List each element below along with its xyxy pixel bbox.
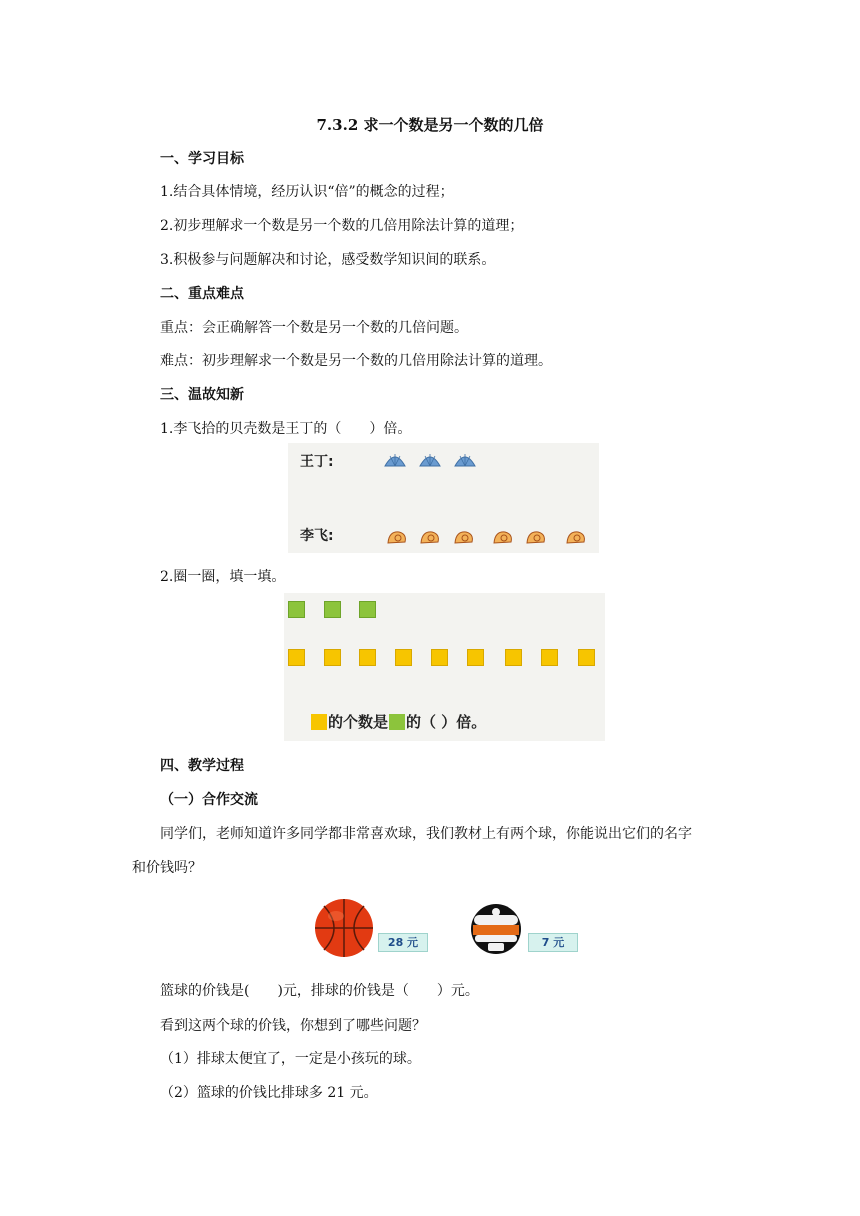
conch-shell-icon xyxy=(525,529,547,545)
section2-heading: 二、重点难点 xyxy=(160,286,244,302)
yellow-square xyxy=(324,649,341,666)
yellow-square xyxy=(431,649,448,666)
shell-figure xyxy=(288,443,599,553)
yellow-square xyxy=(541,649,558,666)
fill-in-prices: 篮球的价钱是( )元，排球的价钱是（ ）元。 xyxy=(160,983,479,999)
label-wangding: 王丁: xyxy=(300,454,334,470)
answer-1: （1）排球太便宜了，一定是小孩玩的球。 xyxy=(160,1051,421,1067)
conch-shell-icon xyxy=(453,529,475,545)
yellow-square xyxy=(288,649,305,666)
volleyball-price-tag: 7 元 xyxy=(528,933,578,952)
square-figure xyxy=(284,593,605,741)
objective-3: 3.积极参与问题解决和讨论，感受数学知识间的联系。 xyxy=(160,252,496,268)
green-square xyxy=(359,601,376,618)
yellow-square xyxy=(578,649,595,666)
yellow-square xyxy=(395,649,412,666)
square-sentence xyxy=(310,711,486,732)
conch-shell-icon xyxy=(565,529,587,545)
subsection-heading: （一）合作交流 xyxy=(160,792,258,808)
blue-shell-icon xyxy=(419,452,441,468)
sentence-part-b: 的（ ）倍。 xyxy=(406,713,487,731)
blue-shell-icon xyxy=(384,452,406,468)
green-square xyxy=(288,601,305,618)
green-square xyxy=(324,601,341,618)
paragraph-line-1: 同学们，老师知道许多同学都非常喜欢球，我们教材上有两个球，你能说出它们的名字 xyxy=(160,826,692,842)
objective-2: 2.初步理解求一个数是另一个数的几倍用除法计算的道理； xyxy=(160,218,524,234)
basketball-icon xyxy=(314,898,374,958)
section1-heading: 一、学习目标 xyxy=(160,151,244,167)
answer-2: （2）篮球的价钱比排球多 21 元。 xyxy=(160,1085,378,1101)
question-prompt: 看到这两个球的价钱，你想到了哪些问题？ xyxy=(160,1018,426,1034)
question-2: 2.圈一圈，填一填。 xyxy=(160,569,286,585)
objective-1: 1.结合具体情境，经历认识“倍”的概念的过程； xyxy=(160,184,454,200)
yellow-square xyxy=(505,649,522,666)
conch-shell-icon xyxy=(492,529,514,545)
yellow-square-inline xyxy=(311,714,327,730)
basketball-price-tag: 28 元 xyxy=(378,933,428,952)
volleyball-icon xyxy=(470,903,522,955)
green-square-inline xyxy=(389,714,405,730)
yellow-square xyxy=(359,649,376,666)
question-1: 1.李飞拾的贝壳数是王丁的（ ）倍。 xyxy=(160,421,412,437)
label-lifei: 李飞: xyxy=(300,528,334,544)
conch-shell-icon xyxy=(419,529,441,545)
key-point: 重点：会正确解答一个数是另一个数的几倍问题。 xyxy=(160,320,468,336)
yellow-square xyxy=(467,649,484,666)
difficult-point: 难点：初步理解求一个数是另一个数的几倍用除法计算的道理。 xyxy=(160,353,552,369)
sentence-part-a: 的个数是 xyxy=(328,713,389,731)
blue-shell-icon xyxy=(454,452,476,468)
paragraph-line-2: 和价钱吗？ xyxy=(132,860,202,876)
document-title: 7.3.2 求一个数是另一个数的几倍 xyxy=(316,116,544,134)
conch-shell-icon xyxy=(386,529,408,545)
section3-heading: 三、温故知新 xyxy=(160,387,244,403)
section4-heading: 四、教学过程 xyxy=(160,758,244,774)
